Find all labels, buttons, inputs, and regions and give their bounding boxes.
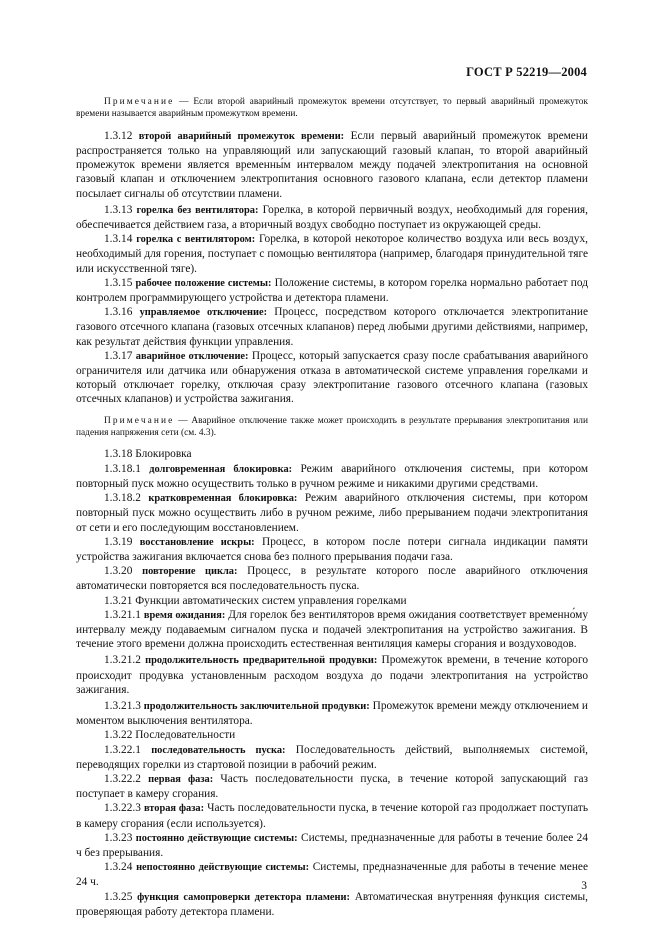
clause-number: 1.3.17 <box>104 349 133 362</box>
clause-number: 1.3.21.3 <box>104 699 141 712</box>
definition-text: Процесс, посредством которого отключается электропитание газового отсечного клапана (газовых отсечных клапанов) перед любыми другими действиями, например, как результат действия функции управления. <box>76 306 588 348</box>
term-name: первая фаза: <box>148 773 214 785</box>
definition-text: Процесс, в котором после потери сигнала индикации памяти устройства зажигания включается снова без полного прерывания подачи газа. <box>76 535 588 563</box>
definition-paragraph <box>76 203 588 232</box>
definition-paragraph <box>76 743 588 772</box>
definition-text: Горелка, в которой первичный воздух, необходимый для горения, обеспечивается действием газа, а вторичный воздух свободно поступает из окружающей среды. <box>76 203 588 232</box>
definition-text: Часть последовательности пуска, в течение которой запускающий газ поступает в камеру сгорания. <box>76 772 589 801</box>
definition-paragraph <box>76 305 588 349</box>
clause-number: 1.3.22.1 <box>104 743 141 756</box>
clause-number: 1.3.18 <box>104 448 133 461</box>
clause-number: 1.3.14 <box>104 233 133 246</box>
clause-number: 1.3.16 <box>104 306 133 319</box>
clause-number: 1.3.12 <box>104 129 133 142</box>
clause-number: 1.3.21.1 <box>104 608 141 621</box>
clause-number: 1.3.20 <box>104 565 133 578</box>
definition-text: Положение системы, в котором горелка нормально работает под контролем программирующего устройства и детектора пламени. <box>76 276 588 305</box>
term-name: горелка без вентилятора: <box>136 204 259 216</box>
note-lead: Примечание <box>104 415 175 426</box>
term-name: время ожидания: <box>143 609 226 621</box>
definition-text: Процесс, в результате которого после аварийного отключения автоматически повторяется вся последовательность пуска. <box>76 565 588 593</box>
definition-paragraph <box>76 491 588 535</box>
term-name: вторая фаза: <box>143 803 205 815</box>
definition-text: Режим аварийного отключения системы, при котором повторный пуск можно осуществить только в ручном режиме и никакими другими средствами. <box>76 462 588 490</box>
clause-number: 1.3.18.1 <box>104 462 141 475</box>
definition-paragraph <box>76 699 588 728</box>
definition-text: Режим аварийного отключения системы, при котором повторный пуск можно осуществить либо в ручном режиме, либо прерыванием подачи электропитания от сети и его последующим восстановлением. <box>76 492 588 534</box>
term-name: постоянно действующие системы: <box>135 832 298 844</box>
clause-number: 1.3.22.2 <box>104 772 141 785</box>
term-name: функция самопроверки детектора пламени: <box>137 891 350 903</box>
term-name: восстановление искры: <box>139 536 255 548</box>
term-name: продолжительность заключительной продувки: <box>143 700 370 712</box>
term-name: аварийное отключение: <box>135 350 249 362</box>
note-paragraph <box>76 96 588 121</box>
definition-text: Системы, предназначенные для работы в течение более 24 ч без прерывания. <box>76 831 588 859</box>
heading-text: Блокировка <box>135 448 192 461</box>
definition-text: Промежуток времени между отключением и моментом выключения вентилятора. <box>76 699 588 728</box>
term-name: непостоянно действующие системы: <box>136 862 310 874</box>
clause-number: 1.3.24 <box>104 861 133 874</box>
clause-number: 1.3.15 <box>104 276 133 289</box>
term-name: повторение цикла: <box>142 566 238 578</box>
term-name: второй аварийный промежуток времени: <box>138 130 345 142</box>
document-header-id: ГОСТ Р 52219—2004 <box>466 65 587 79</box>
definition-paragraph <box>76 232 588 276</box>
term-name: долговременная блокировка: <box>149 463 293 475</box>
clause-number: 1.3.21.2 <box>104 654 141 667</box>
definition-paragraph <box>76 276 588 305</box>
clause-number: 1.3.19 <box>104 535 133 548</box>
heading-text: Последовательности <box>135 729 236 742</box>
definition-paragraph <box>76 608 588 652</box>
definition-paragraph <box>76 801 588 830</box>
definition-paragraph <box>76 564 588 593</box>
section-heading <box>76 728 588 742</box>
note-paragraph <box>76 415 588 440</box>
clause-number: 1.3.22.3 <box>104 802 141 815</box>
definition-text: Промежуток времени, в течение которого происходит продувка установленным расходом воздуха до подачи электропитания на устройство зажигания. <box>76 654 588 696</box>
definition-text: Последовательность действий, выполняемых системой, переводящих горелки из стартовой позиции в рабочий режим. <box>76 743 588 771</box>
clause-number: 1.3.25 <box>104 890 133 903</box>
definition-paragraph <box>76 860 588 889</box>
definition-text: Процесс, который запускается сразу после срабатывания аварийного ограничителя или датчика или обнаружения отказа в автоматической системе управления горелками и который отключает горелку, отключая сразу электропитание газового отсечного клапана (газовых отсечных клапанов) и устройства зажигания. <box>76 349 589 406</box>
term-name: рабочее положение системы: <box>135 277 272 289</box>
document-body <box>76 94 588 919</box>
page-number: 3 <box>581 880 587 892</box>
section-heading <box>76 594 588 608</box>
definition-paragraph <box>76 535 588 564</box>
term-name: управляемое отключение: <box>139 307 268 319</box>
note-lead: Примечание <box>104 97 175 107</box>
definition-text: Горелка, в которой некоторое количество воздуха или весь воздух, необходимый для горения, поступает с помощью вентилятора (например, благодаря принудительной тяге или искусственной тяге). <box>76 233 588 275</box>
definition-text: Системы, предназначенные для работы в течение менее 24 ч. <box>76 861 588 889</box>
definition-text: Если первый аварийный промежуток времени распространяется только на управляющий или запускающий газовый клапан, то второй аварийный промежуток времени является временны́м интервалом между подачей электропитания на основной газовый клапан и отключением электропитания основного газового клапана, если детектор пламени посылает сигналы об отсутствии пламени. <box>76 129 588 200</box>
note-text: — Если второй аварийный промежуток времени отсутствует, то первый аварийный промежуток времени называется аварийным промежутком времени. <box>76 97 588 120</box>
definition-paragraph <box>76 890 588 919</box>
definition-text: Автоматическая внутренняя функция системы, проверяющая работу детектора пламени. <box>76 890 588 918</box>
clause-number: 1.3.18.2 <box>104 492 141 505</box>
definition-text: Для горелок без вентиляторов время ожидания соответствует временно́му интервалу между подаваемым сигналом пуска и подачей электропитания на устройство зажигания. В течение этого времени должна происходить естественная вентиляция камеры сгорания и воздуховодов. <box>76 608 588 651</box>
section-heading <box>76 447 588 461</box>
definition-paragraph <box>76 772 588 801</box>
clause-number: 1.3.23 <box>104 831 133 844</box>
definition-paragraph <box>76 129 588 201</box>
note-text: — Аварийное отключение также может происходить в результате прерывания электропитания или падения напряжения сети (см. 4.3). <box>76 415 588 439</box>
term-name: горелка с вентилятором: <box>136 234 256 246</box>
clause-number: 1.3.21 <box>104 594 133 607</box>
clause-number: 1.3.22 <box>104 729 133 742</box>
definition-paragraph <box>76 831 588 860</box>
clause-number: 1.3.13 <box>104 203 133 216</box>
definition-paragraph <box>76 462 588 491</box>
definition-paragraph <box>76 349 588 407</box>
heading-text: Функции автоматических систем управления горелками <box>135 594 407 607</box>
term-name: кратковременная блокировка: <box>148 493 298 505</box>
term-name: продолжительность предварительной продувки: <box>145 655 378 667</box>
term-name: последовательность пуска: <box>151 744 286 756</box>
definition-paragraph <box>76 653 588 697</box>
definition-text: Часть последовательности пуска, в течение которой газ продолжает поступать в камеру сгорания (если используется). <box>76 802 588 830</box>
